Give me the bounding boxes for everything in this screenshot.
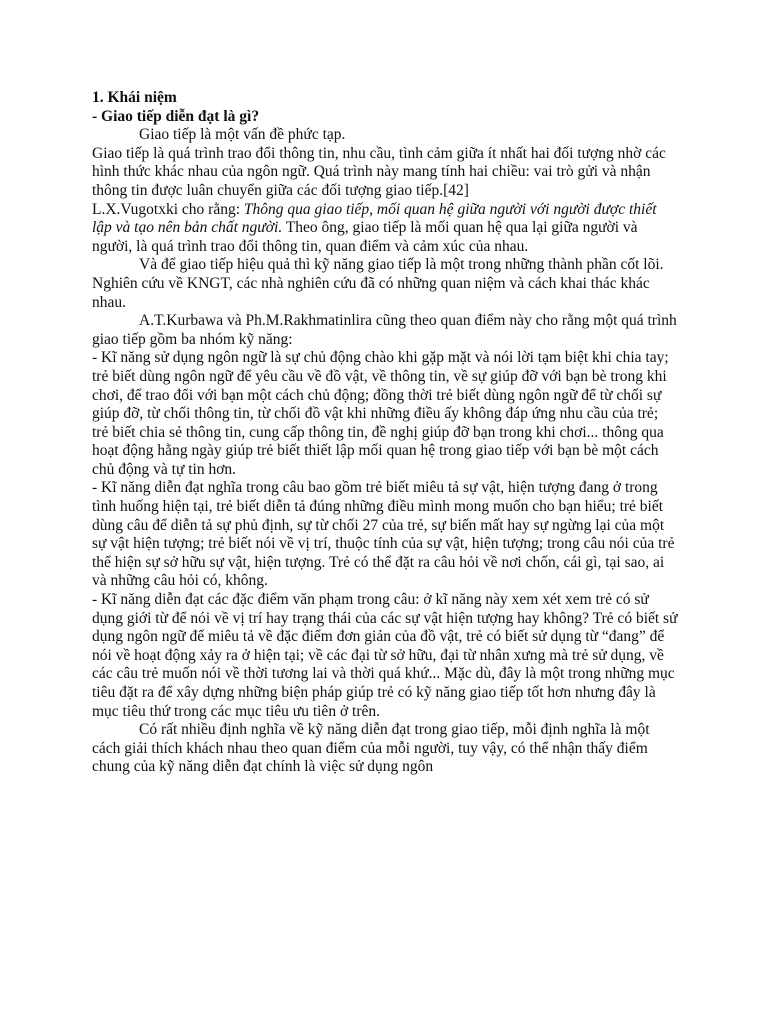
paragraph-2: Giao tiếp là quá trình trao đổi thông tin, nhu cầu, tình cảm giữa ít nhất hai đối tượng nhờ các hình thức khác nhau của ngôn ngữ. Quá trình này mang tính hai chiều: vai trò gửi và nhận thông tin được luân chuyển giữa các đối tượng giao tiếp.[42] bbox=[92, 144, 666, 199]
subsection-heading: - Giao tiếp diễn đạt là gì? bbox=[92, 107, 260, 125]
paragraph-3-end: Theo ông, giao tiếp là mối quan hệ qua lại giữa người và người, là quá trình trao đổi thông tin, quan điểm và cảm xúc của nhau. bbox=[92, 219, 638, 255]
paragraph-3-start: L.X.Vugotxki cho rằng: bbox=[92, 200, 244, 218]
paragraph-5: A.T.Kurbawa và Ph.M.Rakhmatinlira cũng theo quan điểm này cho rằng một quá trình giao tiếp gồm ba nhóm kỹ năng: bbox=[92, 312, 677, 348]
paragraph-7: - Kĩ năng diễn đạt nghĩa trong câu bao gồm trẻ biết miêu tả sự vật, hiện tượng đang ở trong tình huống hiện tại, trẻ biết diễn tả đúng những điều mình mong muốn cho bạn hiểu; trẻ biết dùng câu để diễn tả sự phủ định, sự từ chối 27 của trẻ, sự biến mất hay sự ngừng lại của một sự vật hiện tượng; trẻ biết nói về vị trí, thuộc tính của sự vật, hiện tượng; trong câu nói của trẻ thể hiện sự sở hữu sự vật, hiện tượng. Trẻ có thể đặt ra câu hỏi về nơi chốn, cái gì, tại sao, ai và những câu hỏi có, không. bbox=[92, 479, 675, 590]
paragraph-4: Và để giao tiếp hiệu quả thì kỹ năng giao tiếp là một trong những thành phần cốt lõi. Nghiên cứu về KNGT, các nhà nghiên cứu đã có những quan niệm và cách khai thác khác nhau. bbox=[92, 256, 664, 311]
paragraph-1: Giao tiếp là một vấn đề phức tạp. bbox=[139, 126, 346, 144]
paragraph-3-quote: Thông qua giao tiếp, mối quan hệ giữa người với người được thiết lập và tạo nên bản chất người. bbox=[92, 200, 657, 237]
paragraph-8: - Kĩ năng diễn đạt các đặc điểm văn phạm trong câu: ở kĩ năng này xem xét xem trẻ có sử dụng giới từ để nói về vị trí hay trạng thái của các sự vật hiện tượng hay không? Trẻ có biết sử dụng ngôn ngữ để miêu tả về đặc điểm đơn giản của đồ vật, trẻ có biết sử dụng từ “đang” để nói về hoạt động xảy ra ở hiện tại; về các đại từ sở hữu, đại từ nhân xưng mà trẻ sử dụng, về các câu trẻ muốn nói về thời tương lai và thời quá khứ... Mặc dù, đây là một trong những mục tiêu đặt ra để xây dựng những biện pháp giúp trẻ có kỹ năng giao tiếp tốt hơn nhưng đây là mục tiêu thứ trong các mục tiêu ưu tiên ở trên. bbox=[92, 591, 678, 720]
section-heading: 1. Khái niệm bbox=[92, 89, 177, 106]
paragraph-3 bbox=[92, 201, 678, 257]
paragraph-6: - Kĩ năng sử dụng ngôn ngữ là sự chủ động chào khi gặp mặt và nói lời tạm biệt khi chia tay; trẻ biết dùng ngôn ngữ để yêu cầu về đồ vật, về thông tin, về sự giúp đỡ với bạn bè trong khi chơi, để trao đổi với bạn một cách chủ động; đồng thời trẻ biết dùng ngôn ngữ để từ chối sự giúp đỡ, từ chối thông tin, từ chối đồ vật khi những điều ấy không đáp ứng nhu cầu của trẻ; trẻ biết chia sẻ thông tin, cung cấp thông tin, đề nghị giúp đỡ bạn trong khi chơi... thông qua hoạt động hằng ngày giúp trẻ biết thiết lập mối quan hệ trong giao tiếp với bạn bè một cách chủ động và tự tin hơn. bbox=[92, 349, 669, 478]
document-page bbox=[92, 89, 678, 777]
paragraph-9: Có rất nhiều định nghĩa về kỹ năng diễn đạt trong giao tiếp, mỗi định nghĩa là một cách giải thích khách nhau theo quan điểm của mỗi người, tuy vậy, có thể nhận thấy điểm chung của kỹ năng diễn đạt chính là việc sử dụng ngôn bbox=[92, 721, 650, 776]
